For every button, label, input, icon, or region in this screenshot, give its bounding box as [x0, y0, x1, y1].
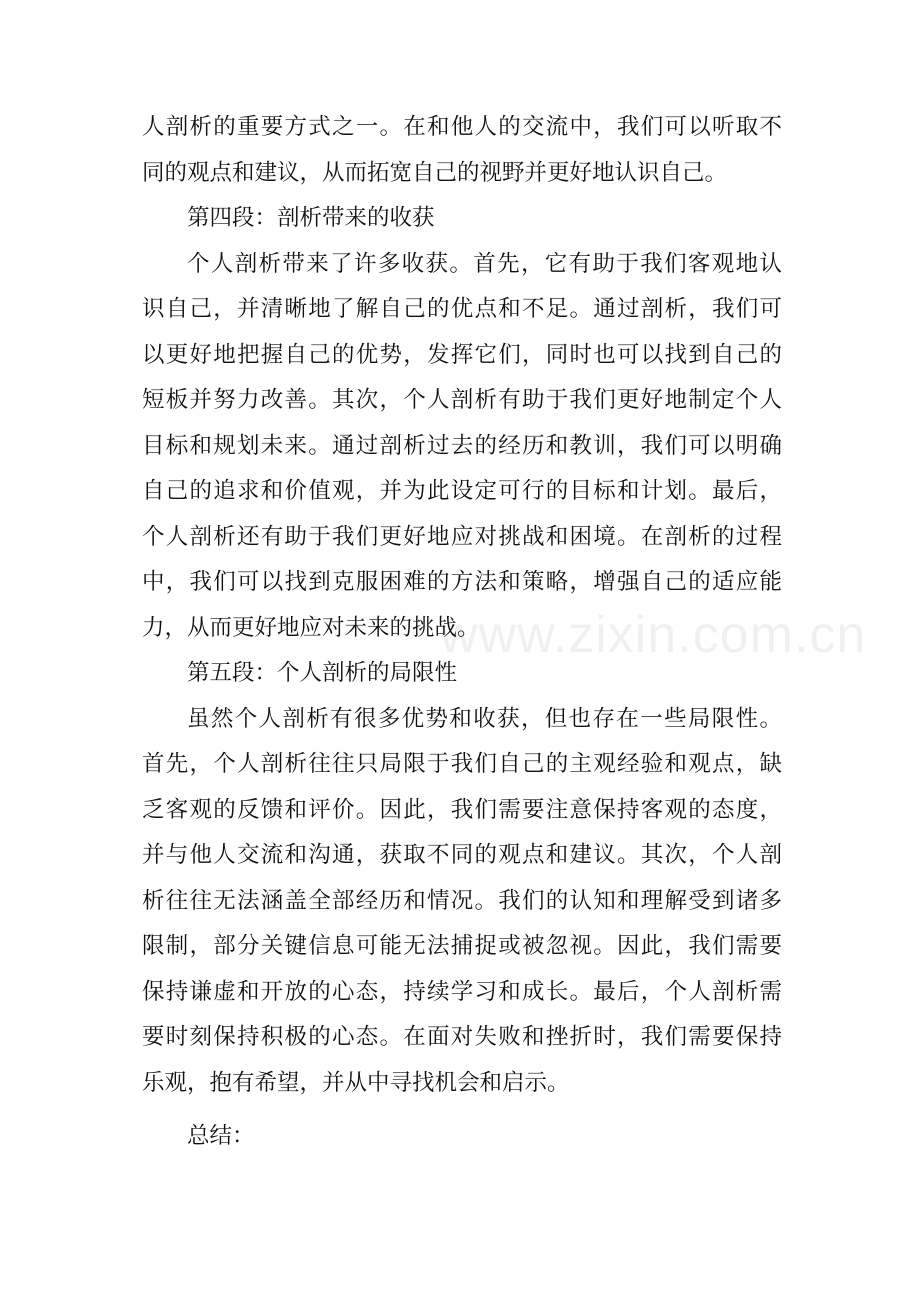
text-line: 力，从而更好地应对未来的挑战。 [142, 614, 480, 641]
text-line: 析往往无法涵盖全部经历和情况。我们的认知和理解受到诸多 [142, 887, 782, 914]
text-line: 同的观点和建议，从而拓宽自己的视野并更好地认识自己。 [142, 159, 728, 186]
paragraph-intro [142, 105, 782, 196]
text-line: 要时刻保持积极的心态。在面对失败和挫折时，我们需要保持 [142, 1024, 782, 1050]
text-line: 乐观，抱有希望，并从中寻找机会和启示。 [142, 1069, 570, 1096]
summary-label: 总结： [187, 1123, 255, 1149]
text-line: 限制，部分关键信息可能无法捕捉或被忽视。因此，我们需要 [142, 933, 782, 959]
text-line: 首先，个人剖析往往只局限于我们自己的主观经验和观点，缺 [142, 751, 782, 777]
text-line: 自己的追求和价值观，并为此设定可行的目标和计划。最后， [142, 478, 782, 504]
document-page [142, 105, 867, 1160]
section-heading-4: 第四段：剖析带来的收获 [187, 205, 435, 231]
text-line: 识自己，并清晰地了解自己的优点和不足。通过剖析，我们可 [142, 296, 782, 322]
text-line: 乏客观的反馈和评价。因此，我们需要注意保持客观的态度， [142, 796, 782, 823]
paragraph-5 [142, 697, 782, 1107]
text-line: 并与他人交流和沟通，获取不同的观点和建议。其次，个人剖 [142, 842, 782, 868]
watermark-text: www.zixin.com.cn [440, 606, 867, 664]
text-line: 中，我们可以找到克服困难的方法和策略，增强自己的适应能 [142, 569, 782, 595]
text-line: 虽然个人剖析有很多优势和收获，但也存在一些局限性。 [187, 705, 782, 732]
paragraph-4 [142, 242, 782, 652]
text-line: 目标和规划未来。通过剖析过去的经历和教训，我们可以明确 [142, 432, 782, 459]
text-line: 人剖析的重要方式之一。在和他人的交流中，我们可以听取不 [142, 114, 782, 140]
text-line: 保持谦虚和开放的心态，持续学习和成长。最后，个人剖析需 [142, 978, 782, 1005]
text-line: 个人剖析还有助于我们更好地应对挑战和困境。在剖析的过程 [142, 523, 782, 550]
text-line: 个人剖析带来了许多收获。首先，它有助于我们客观地认 [187, 250, 782, 277]
section-heading-5: 第五段：个人剖析的局限性 [187, 660, 458, 686]
text-line: 短板并努力改善。其次，个人剖析有助于我们更好地制定个人 [142, 387, 782, 413]
text-line: 以更好地把握自己的优势，发挥它们，同时也可以找到自己的 [142, 341, 782, 368]
